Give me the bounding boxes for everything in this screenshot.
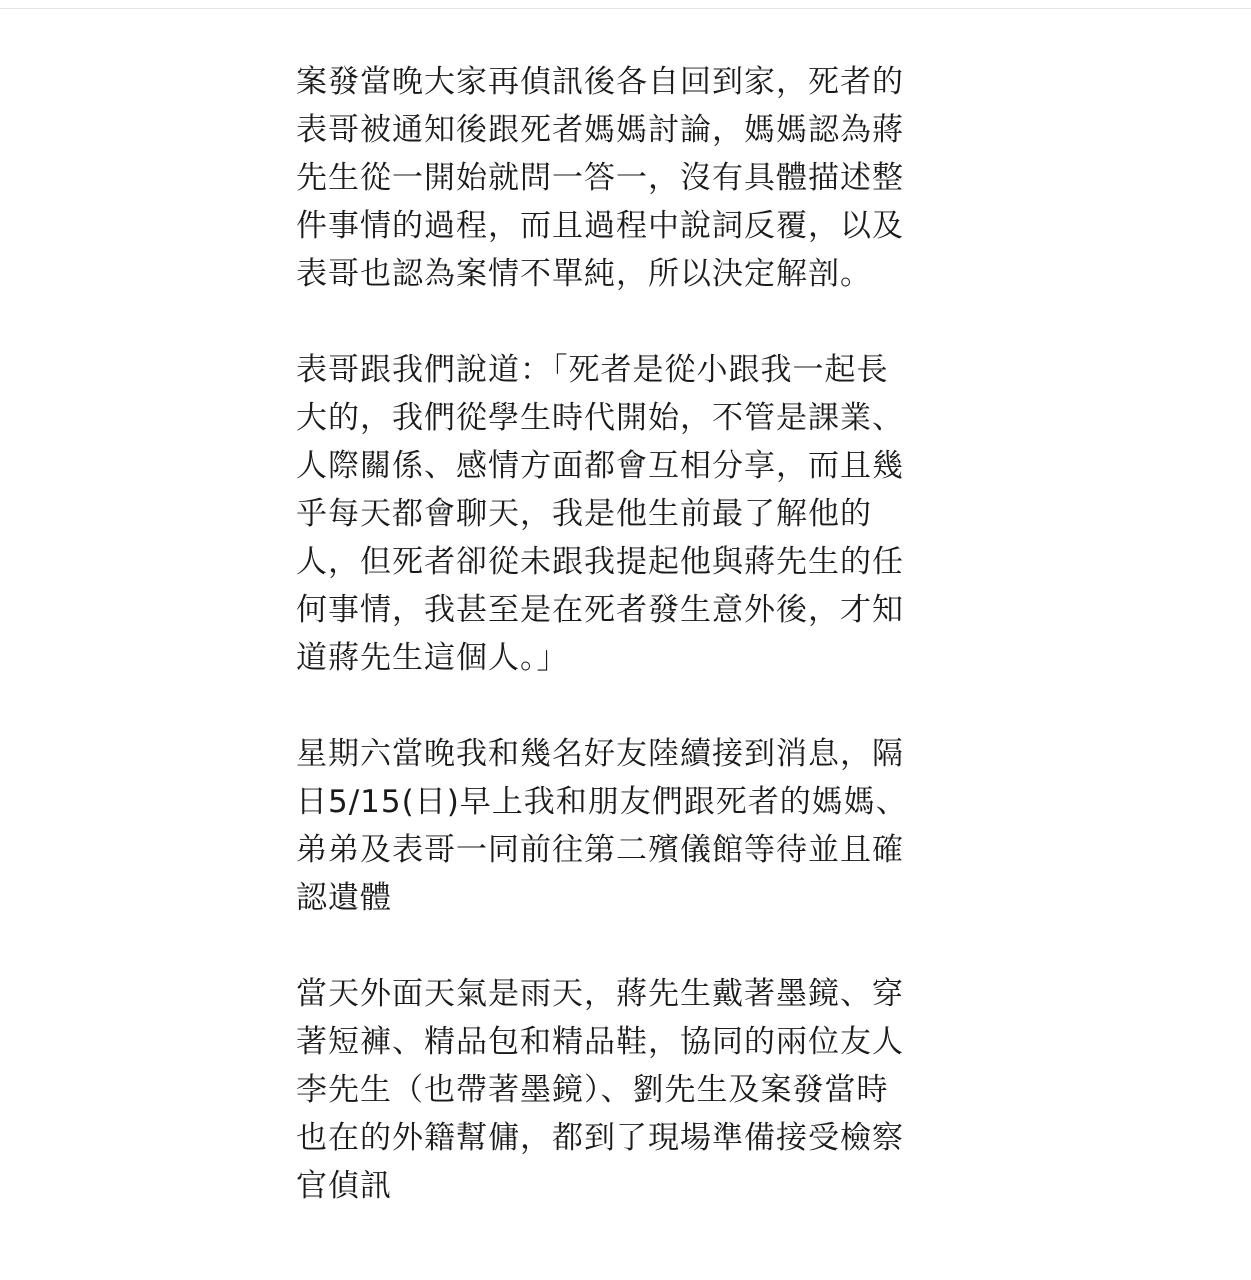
text-line: 當天外面天氣是雨天，蔣先生戴著墨鏡、穿: [296, 976, 904, 1012]
text-line: 案發當晚大家再偵訊後各自回到家，死者的: [296, 64, 904, 100]
paragraph-autopsy-decision: [296, 58, 956, 298]
paragraph-cousin-quote: [296, 346, 956, 682]
text-line: 也在的外籍幫傭，都到了現場準備接受檢察: [296, 1120, 904, 1156]
text-line: 大的，我們從學生時代開始，不管是課業、: [296, 400, 904, 436]
text-line: 李先生（也帶著墨鏡）、劉先生及案發當時: [296, 1072, 889, 1108]
text-line: 認遺體: [296, 880, 392, 916]
text-line: 表哥也認為案情不單純，所以決定解剖。: [296, 256, 872, 292]
text-line: 道蔣先生這個人。」: [296, 640, 569, 676]
text-line: 弟弟及表哥一同前往第二殯儀館等待並且確: [296, 832, 904, 868]
text-line: 人，但死者卻從未跟我提起他與蔣先生的任: [296, 544, 904, 580]
paragraph-rainy-day: [296, 970, 956, 1210]
text-line: 日5/15(日)早上我和朋友們跟死者的媽媽、: [296, 784, 908, 820]
text-line: 件事情的過程，而且過程中說詞反覆，以及: [296, 208, 904, 244]
text-line: 先生從一開始就問一答一，沒有具體描述整: [296, 160, 904, 196]
text-line: 官偵訊: [296, 1168, 392, 1204]
top-divider: [0, 8, 1251, 9]
paragraph-funeral-parlor: [296, 730, 956, 922]
text-line: 人際關係、感情方面都會互相分享，而且幾: [296, 448, 904, 484]
article-body: [296, 58, 956, 1258]
text-line: 星期六當晚我和幾名好友陸續接到消息，隔: [296, 736, 904, 772]
text-line: 乎每天都會聊天，我是他生前最了解他的: [296, 496, 872, 532]
text-line: 何事情，我甚至是在死者發生意外後，才知: [296, 592, 904, 628]
text-line: 表哥跟我們說道：「死者是從小跟我一起長: [296, 352, 889, 388]
text-line: 表哥被通知後跟死者媽媽討論，媽媽認為蔣: [296, 112, 904, 148]
text-line: 著短褲、精品包和精品鞋，協同的兩位友人: [296, 1024, 904, 1060]
